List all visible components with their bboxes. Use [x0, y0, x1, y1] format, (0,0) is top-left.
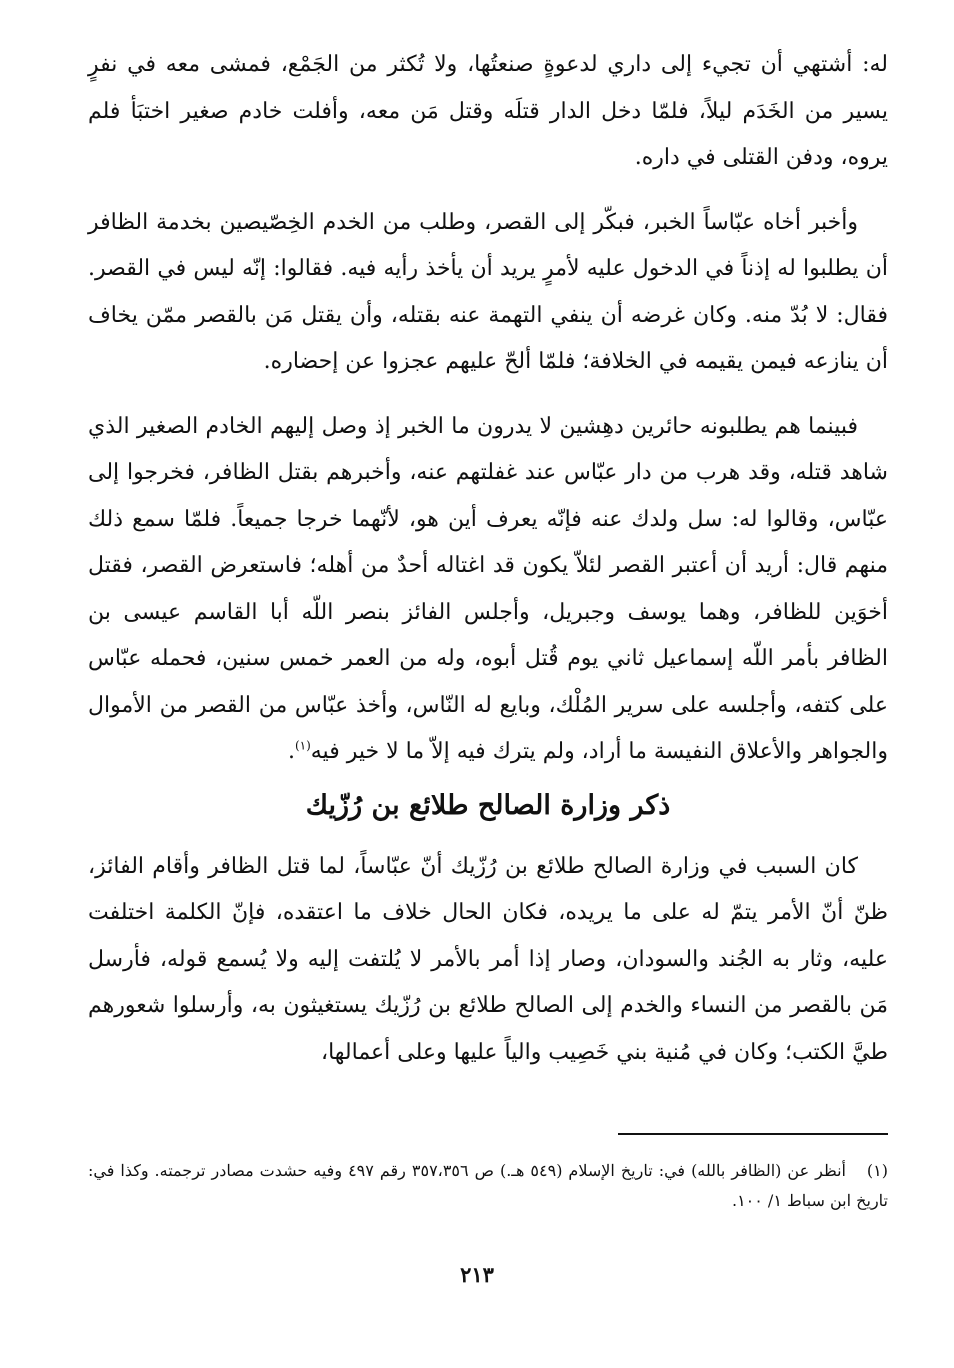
page-number: ٢١٣	[460, 1262, 494, 1287]
paragraph-gap	[88, 386, 888, 404]
paragraph-gap	[88, 182, 888, 200]
page-body	[88, 42, 888, 1076]
section-heading: ذكر وزارة الصالح طلائع بن رُزّيك	[305, 789, 671, 821]
footnote-divider	[618, 1133, 888, 1135]
footnote-reference[interactable]: (١)	[294, 738, 311, 753]
paragraph-3-end: .	[287, 739, 295, 764]
section-paragraph: كان السبب في وزارة الصالح طلائع بن رُزّيك أنّ عبّاساً، لما قتل الظافر وأقام الفائز، ظنّ أنّ الأمر يتمّ له على ما يريده، فكان الحال خلاف ما اعتقده، فإنّ الكلمة اختلفت عليه، وثار به الجُند والسودان، وصار إذا أمر بالأمر لا يُلتفت إليه ولا يُسمع قوله، فأرسل مَن بالقصر من النساء والخدم إلى الصالح طلائع بن رُزّيك يستغيثون به، وأرسلوا شعورهم طيَّ الكتب؛ وكان في مُنية بني خَصِيب والياً عليها وعلى أعمالها،	[88, 853, 888, 1065]
footnote-number: (١)	[866, 1161, 888, 1180]
paragraph-1: له: أشتهي أن تجيء إلى داري لدعوةٍ صنعتُها، ولا تُكثر من الجَمْع، فمشى معه في نفرٍ يسير من الخَدَم ليلاً، فلمّا دخل الدار قتلَه وقتل مَن معه، وأفلت خادم صغير اختبَأ فلم يروه، ودفن القتلى في داره.	[88, 52, 888, 170]
paragraph-2: وأخبر أخاه عبّاساً الخبر، فبكّر إلى القصر، وطلب من الخدم الخِصّيصين بخدمة الظافر أن يطلبوا له إذناً في الدخول عليه لأمرٍ يريد أن يأخذ رأيه فيه. فقالوا: إنّه ليس في القصر. فقال: لا بُدّ منه. وكان غرضه أن ينفي التهمة عنه بقتله، وأن يقتل مَن بالقصر ممّن يخاف أن ينازعه فيمن يقيمه في الخلافة؛ فلمّا ألحّ عليهم عجزوا عن إحضاره.	[88, 209, 888, 374]
paragraph-3	[88, 404, 888, 776]
paragraph-3-text: فبينما هم يطلبونه حائرين دهِشين لا يدرون ما الخبر إذ وصل إليهم الخادم الصغير الذي شاهد قتله، وقد هرب من دار عبّاس عند غفلتهم عنه، وأخبرهم بقتل الظافر، فخرجوا إلى عبّاس، وقالوا له: سل ولدك عنه فإنّه يعرف أين هو، لأنّهما خرجا جميعاً. فلمّا سمع ذلك منهم قال: أريد أن أعتبر القصر لئلاّ يكون قد اغتاله أحدٌ من أهله؛ فاستعرض القصر، فقتل أخوَين للظافر، وهما يوسف وجبريل، وأجلس الفائز بنصر اللّه أبا القاسم عيسى بن الظافر بأمر اللّه إسماعيل ثاني يوم قُتل أبوه، وله من العمر خمس سنين، فحمله عبّاس على كتفه، وأجلسه على سرير المُلْك، وبايع له النّاس، وأخذ عبّاس من القصر من الأموال والجواهر والأعلاق النفيسة ما أراد، ولم يترك فيه إلاّ ما لا خير فيه	[88, 413, 888, 764]
footnote-text: أنظر عن (الظافر بالله) في: تاريخ الإسلام (٥٤٩ هـ.) ص ٣٥٧،٣٥٦ رقم ٤٩٧ وفيه حشدت مصادر ترجمته. وكذا في: تاريخ ابن سباط ١/ ١٠٠.	[88, 1161, 888, 1210]
footnote	[88, 1156, 888, 1216]
